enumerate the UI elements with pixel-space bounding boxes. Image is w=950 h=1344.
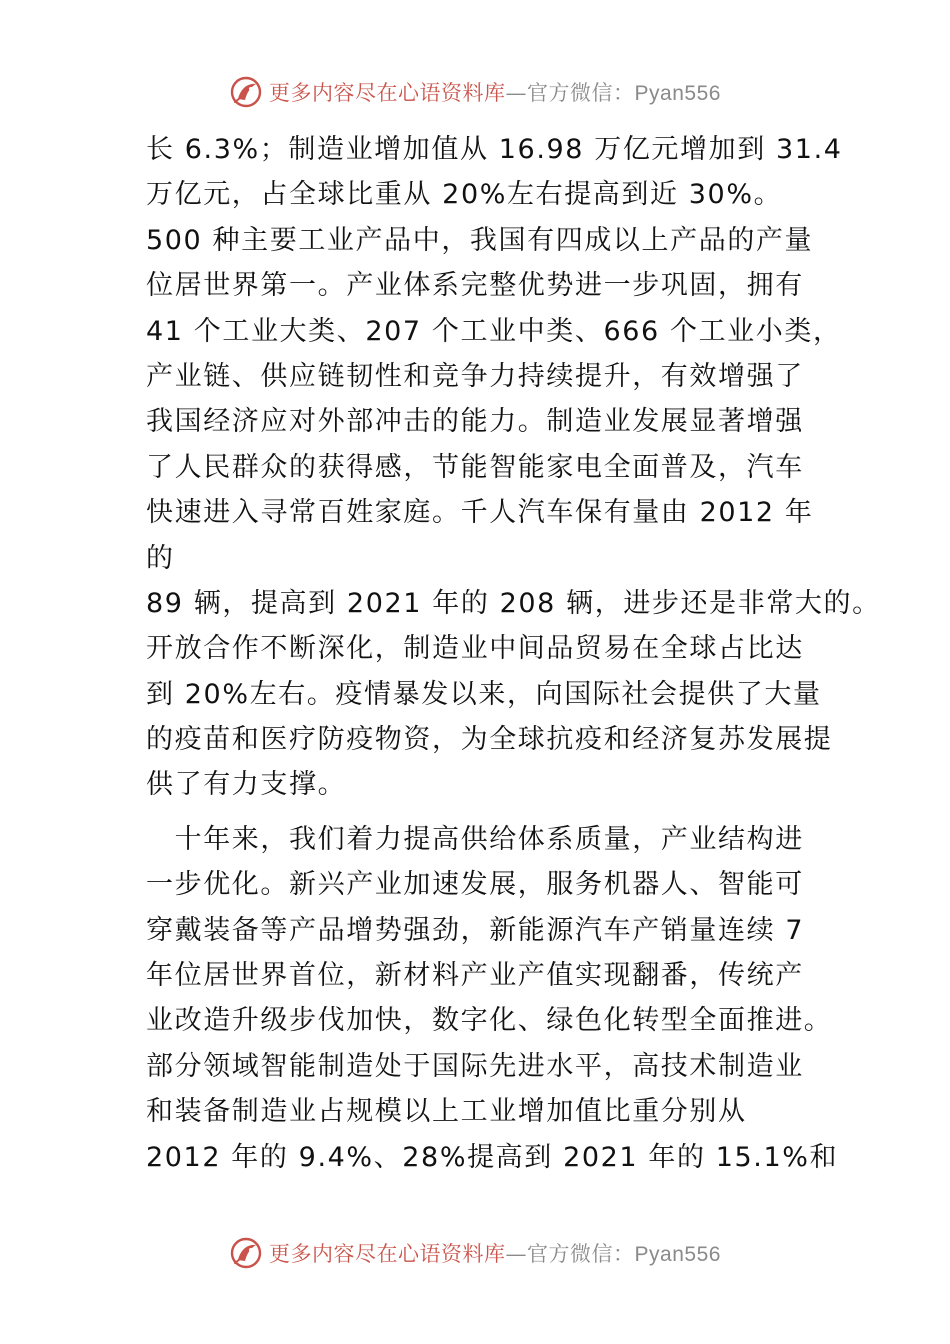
body-line: 部分领域智能制造处于国际先进水平，高技术制造业 (146, 1050, 804, 1082)
body-line: 的 (146, 542, 175, 574)
header-text-red: 更多内容尽在心语资料库 (269, 81, 506, 105)
body-line: 长 6.3%；制造业增加值从 16.98 万亿元增加到 31.4 (146, 134, 843, 165)
body-line: 开放合作不断深化，制造业中间品贸易在全球占比达 (146, 633, 804, 665)
body-line: 十年来，我们着力提高供给体系质量，产业结构进 (146, 823, 804, 855)
header-text-grey: —官方微信： (505, 81, 635, 105)
footer-text-latin: Pyan556 (634, 1243, 721, 1266)
body-line: 2012 年的 9.4%、28%提高到 2021 年的 15.1%和 (146, 1141, 839, 1173)
logo-icon (229, 1236, 263, 1270)
body-line: 位居世界第一。产业体系完整优势进一步巩固，拥有 (146, 270, 804, 302)
body-line: 业改造升级步伐加快，数字化、绿色化转型全面推进。 (146, 1005, 833, 1037)
document-body (146, 127, 881, 1180)
body-line: 41 个工业大类、207 个工业中类、666 个工业小类， (146, 315, 842, 347)
body-line: 了人民群众的获得感，节能智能家电全面普及，汽车 (146, 451, 804, 483)
body-line: 供了有力支撑。 (146, 769, 347, 801)
header-banner-text (269, 77, 721, 107)
header-text-latin: Pyan556 (634, 82, 721, 105)
footer-banner (0, 1233, 950, 1273)
header-banner (0, 72, 950, 112)
footer-banner-text (269, 1238, 721, 1268)
body-line: 穿戴装备等产品增势强劲，新能源汽车产销量连续 7 (146, 914, 805, 946)
body-line: 产业链、供应链韧性和竞争力持续提升，有效增强了 (146, 360, 804, 392)
footer-text-grey: —官方微信： (505, 1242, 635, 1266)
body-line: 我国经济应对外部冲击的能力。制造业发展显著增强 (146, 406, 804, 438)
body-line: 和装备制造业占规模以上工业增加值比重分别从 (146, 1096, 747, 1128)
body-line: 到 20%左右。疫情暴发以来，向国际社会提供了大量 (146, 678, 822, 710)
body-line: 年位居世界首位，新材料产业产值实现翻番，传统产 (146, 960, 804, 992)
body-line: 万亿元，占全球比重从 20%左右提高到近 30%。 (146, 179, 783, 211)
body-line: 一步优化。新兴产业加速发展，服务机器人、智能可 (146, 869, 804, 901)
body-line: 500 种主要工业产品中，我国有四成以上产品的产量 (146, 224, 814, 256)
logo-icon (229, 75, 263, 109)
body-line: 的疫苗和医疗防疫物资，为全球抗疫和经济复苏发展提 (146, 724, 833, 756)
footer-text-red: 更多内容尽在心语资料库 (269, 1242, 506, 1266)
body-line: 89 辆，提高到 2021 年的 208 辆，进步还是非常大的。 (146, 587, 881, 619)
body-line: 快速进入寻常百姓家庭。千人汽车保有量由 2012 年 (146, 497, 814, 529)
